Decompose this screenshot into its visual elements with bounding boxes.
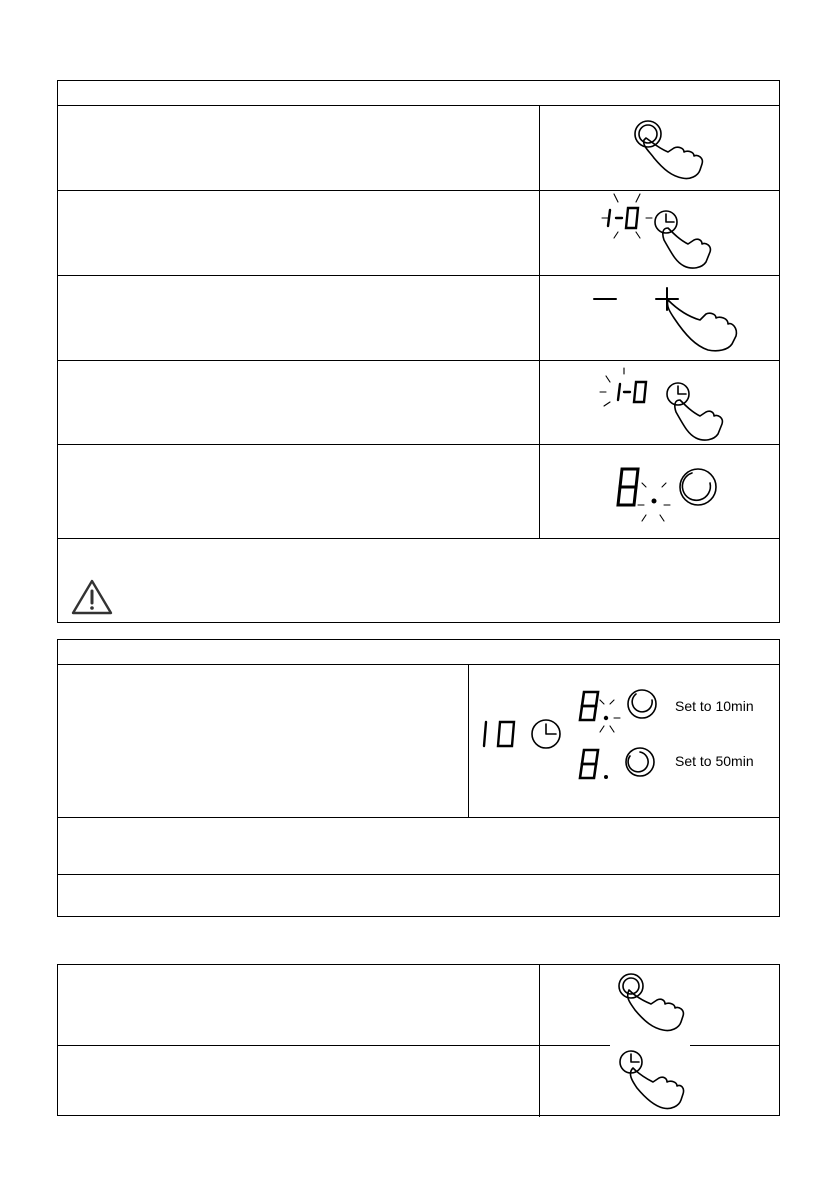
zone-50min-icon	[578, 746, 668, 786]
zone-10min-icon	[578, 686, 668, 736]
set-10min-label: Set to 10min	[675, 698, 754, 714]
set-50min-label: Set to 50min	[675, 753, 754, 769]
touch-power-icon	[628, 112, 718, 182]
warning-icon	[70, 578, 114, 616]
timer-readout	[476, 716, 576, 756]
touch-timer-icon	[613, 1044, 693, 1114]
touch-timer-icon	[596, 188, 726, 273]
touch-timer-icon	[596, 364, 736, 444]
touch-power-icon	[613, 968, 693, 1038]
zone-indicator-icon	[612, 455, 732, 535]
timer-display-table	[57, 639, 780, 917]
minus-plus-icon	[590, 280, 750, 360]
